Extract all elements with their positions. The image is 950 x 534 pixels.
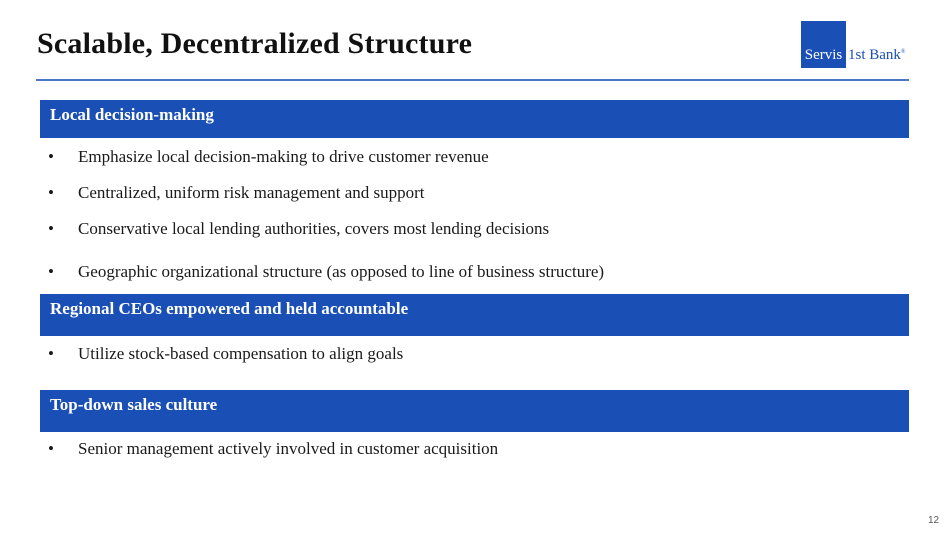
- bullet-text: Geographic organizational structure (as opposed to line of business structure): [78, 262, 605, 281]
- bullet-dot: •: [48, 262, 54, 281]
- logo-bank-name: 1st Bank: [848, 47, 901, 63]
- bullet-item: [48, 439, 498, 459]
- logo: [801, 21, 905, 68]
- bullet-item: [48, 344, 403, 364]
- logo-registered-mark: ®: [900, 49, 906, 55]
- bullet-item: [48, 219, 549, 239]
- bullet-text: Emphasize local decision-making to drive customer revenue: [78, 147, 489, 166]
- bullet-text: Senior management actively involved in customer acquisition: [78, 439, 499, 458]
- title-divider: [36, 79, 909, 81]
- bullet-text: Centralized, uniform risk management and support: [78, 183, 425, 202]
- logo-text: [846, 47, 905, 68]
- section-heading-top-down-sales: Top-down sales culture: [40, 390, 909, 432]
- bullet-text: Conservative local lending authorities, covers most lending decisions: [78, 219, 550, 238]
- page-title: Scalable, Decentralized Structure: [37, 27, 473, 60]
- bullet-dot: •: [48, 344, 54, 363]
- bullet-dot: •: [48, 183, 54, 202]
- bullet-item: [48, 262, 604, 282]
- bullet-text: Utilize stock-based compensation to align goals: [78, 344, 404, 363]
- bullet-dot: •: [48, 219, 54, 238]
- page-number: 12: [928, 515, 940, 526]
- section-heading-local-decision-making: Local decision-making: [40, 100, 909, 138]
- bullet-item: [48, 147, 489, 167]
- bullet-dot: •: [48, 439, 54, 458]
- section-heading-regional-ceos: Regional CEOs empowered and held accountable: [40, 294, 909, 336]
- bullet-dot: •: [48, 147, 54, 166]
- logo-box: Servis: [801, 21, 846, 68]
- bullet-item: [48, 183, 425, 203]
